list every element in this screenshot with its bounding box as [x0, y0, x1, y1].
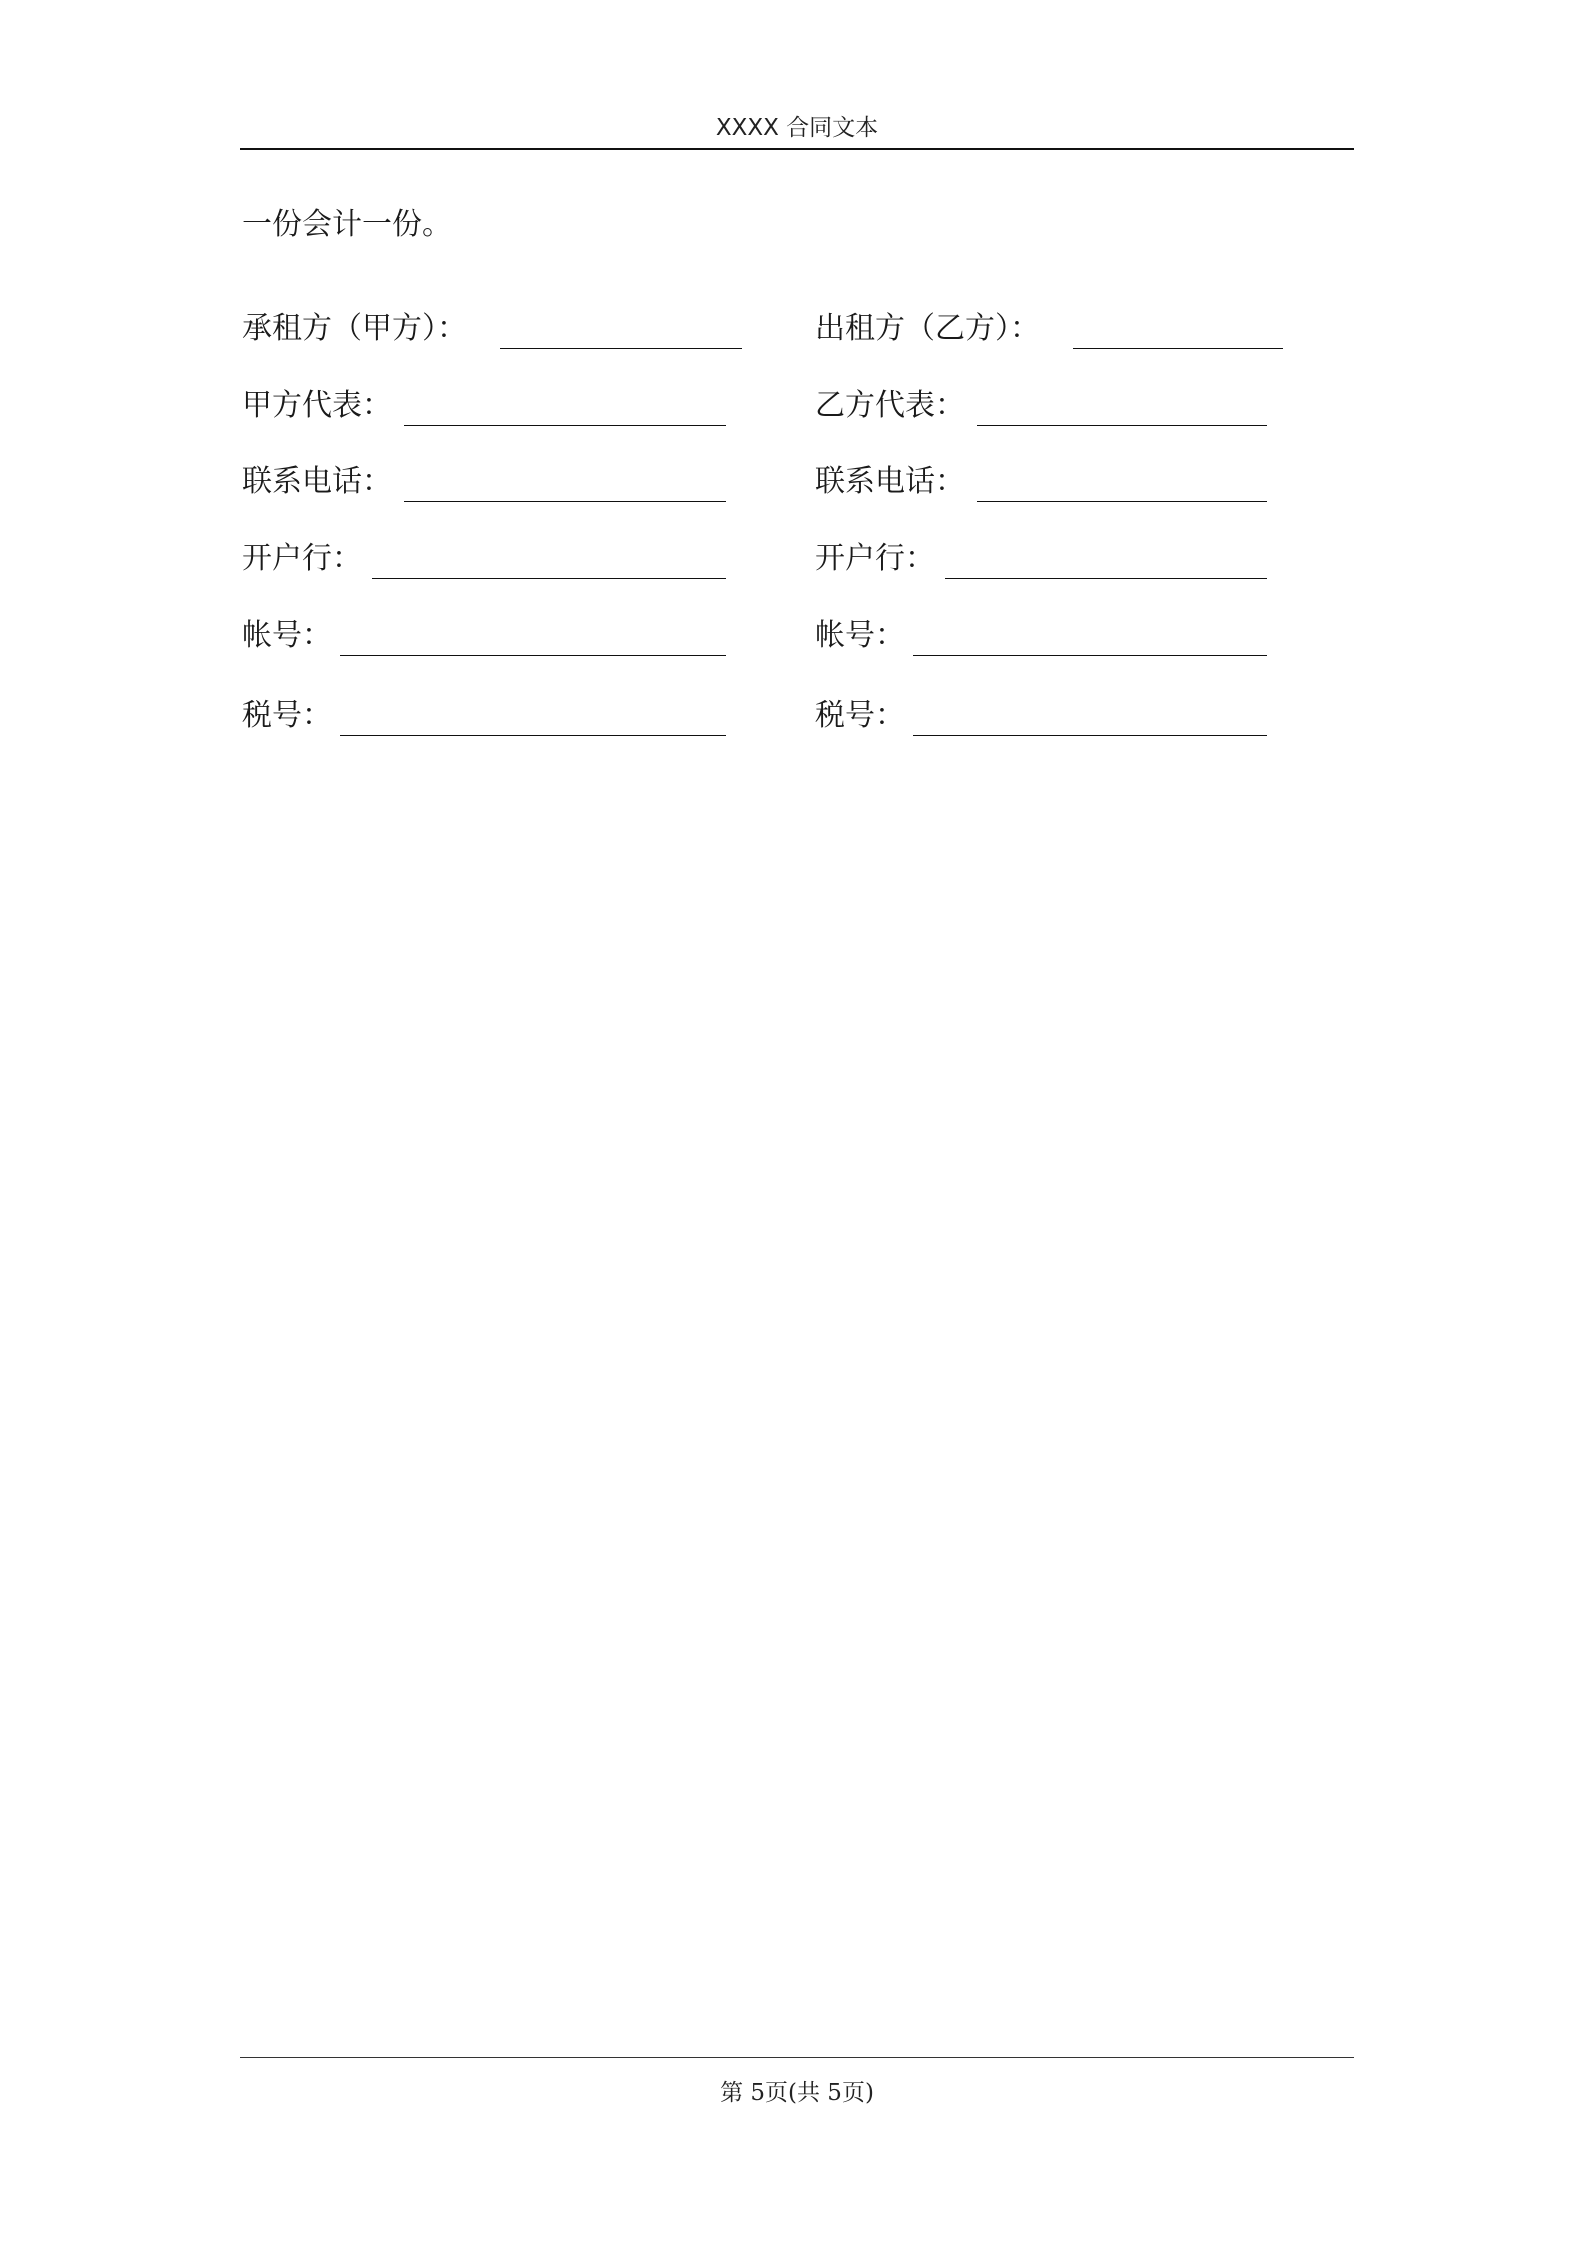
party-a-rep-label: 甲方代表： [242, 388, 392, 423]
party-b-rep-label: 乙方代表： [815, 388, 965, 423]
party-a-rep-blank[interactable] [404, 425, 726, 426]
party-b-account-blank[interactable] [913, 655, 1267, 656]
signature-row-party-a-rep [242, 384, 726, 428]
party-a-bank-label: 开户行： [242, 541, 362, 576]
lessee-label: 承租方（甲方）： [242, 311, 467, 346]
party-b-bank-label: 开户行： [815, 541, 935, 576]
party-b-bank-blank[interactable] [945, 578, 1267, 579]
lessor-blank[interactable] [1073, 348, 1283, 349]
party-b-phone-blank[interactable] [977, 501, 1267, 502]
signature-row-lessee [242, 307, 742, 351]
page-header-title: XXXX 合同文本 [715, 115, 879, 141]
lessee-blank[interactable] [500, 348, 742, 349]
page-number: 第 5页(共 5页) [720, 2080, 874, 2106]
party-a-account-label: 帐号： [242, 618, 332, 653]
party-a-account-blank[interactable] [340, 655, 726, 656]
party-b-phone-label: 联系电话： [815, 464, 965, 499]
signature-row-party-b-account [815, 614, 1267, 658]
signature-row-party-b-rep [815, 384, 1267, 428]
body-paragraph: 一份会计一份。 [242, 207, 452, 242]
signature-row-party-b-bank [815, 537, 1267, 581]
signature-row-party-b-tax [815, 694, 1267, 738]
party-a-phone-blank[interactable] [404, 501, 726, 502]
signature-row-party-b-phone [815, 460, 1267, 504]
signature-row-party-a-account [242, 614, 726, 658]
party-b-tax-blank[interactable] [913, 735, 1267, 736]
party-a-bank-blank[interactable] [372, 578, 726, 579]
signature-row-lessor [815, 307, 1283, 351]
party-b-tax-label: 税号： [815, 698, 905, 733]
party-a-tax-label: 税号： [242, 698, 332, 733]
signature-row-party-a-tax [242, 694, 726, 738]
party-a-phone-label: 联系电话： [242, 464, 392, 499]
footer-divider [240, 2057, 1354, 2058]
signature-row-party-a-bank [242, 537, 726, 581]
party-a-tax-blank[interactable] [340, 735, 726, 736]
lessor-label: 出租方（乙方）： [815, 311, 1040, 346]
party-b-account-label: 帐号： [815, 618, 905, 653]
signature-row-party-a-phone [242, 460, 726, 504]
header-divider [240, 148, 1354, 150]
party-b-rep-blank[interactable] [977, 425, 1267, 426]
